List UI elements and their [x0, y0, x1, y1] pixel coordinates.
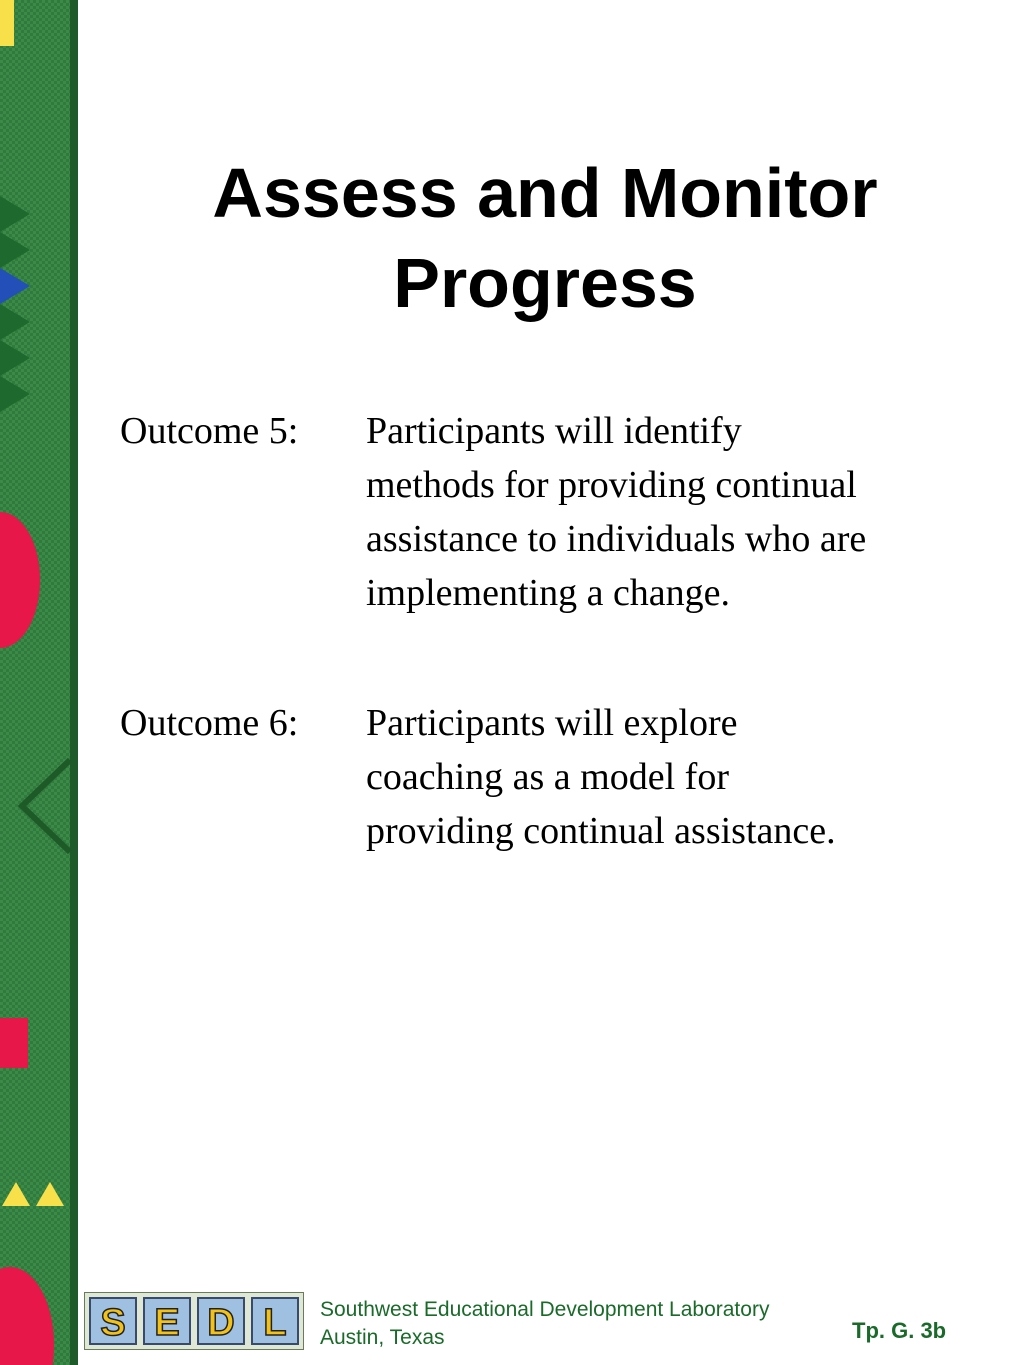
- logo-letter-l: L: [263, 1302, 287, 1344]
- logo-letter-s: S: [100, 1302, 126, 1344]
- decorative-side-strip: [0, 0, 78, 1365]
- yellow-bar-top: [0, 0, 14, 46]
- outcome-text-line: Participants will explore: [366, 702, 738, 744]
- footer-org-name: Southwest Educational Development Laboratory: [320, 1298, 770, 1321]
- red-square: [0, 1018, 28, 1068]
- outcome-text-line: implementing a change.: [366, 572, 731, 614]
- slide-title: [90, 148, 1000, 328]
- outcome-6-block: [120, 696, 1000, 866]
- outcome-text-line: Participants will identify: [366, 410, 742, 452]
- outcome-6-label: Outcome 6:: [120, 702, 299, 744]
- strip-edge: [70, 0, 78, 1365]
- title-line: Assess and Monitor: [212, 154, 878, 232]
- footer-organization: [320, 1296, 769, 1352]
- logo-letter-e: E: [154, 1302, 180, 1344]
- outcome-5-label: Outcome 5:: [120, 410, 299, 452]
- outcome-5-text: [366, 404, 986, 620]
- footer-location: Austin, Texas: [320, 1326, 445, 1349]
- outcome-text-line: providing continual assistance.: [366, 810, 836, 852]
- outcome-text-line: methods for providing continual: [366, 464, 857, 506]
- outcome-text-line: coaching as a model for: [366, 756, 729, 798]
- outcome-text-line: assistance to individuals who are: [366, 518, 867, 560]
- outcome-6-text: [366, 696, 986, 858]
- sedl-logo: [84, 1292, 304, 1350]
- slide-code: Tp. G. 3b: [852, 1318, 947, 1343]
- title-line: Progress: [393, 244, 697, 322]
- outcome-5-block: [120, 404, 1000, 624]
- logo-letter-d: D: [207, 1302, 235, 1344]
- logo-tile-l: [252, 1298, 298, 1344]
- logo-tile-s: [90, 1298, 136, 1344]
- logo-tile-e: [144, 1298, 190, 1344]
- logo-tile-d: [198, 1298, 244, 1344]
